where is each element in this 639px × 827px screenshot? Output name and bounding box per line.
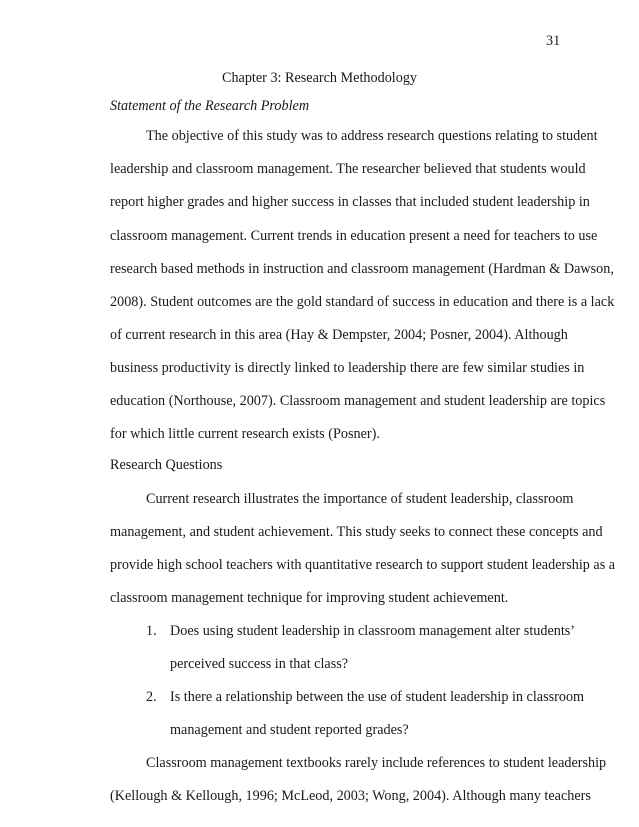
question-text: Is there a relationship between the use of student leadership in classroom: [170, 689, 585, 705]
paragraph-line: for which little current research exists (Posner).: [110, 426, 380, 442]
paragraph-line: leadership and classroom management. The researcher believed that students would: [110, 161, 586, 177]
paragraph-line: Classroom management textbooks rarely include references to student leadership: [146, 755, 607, 771]
paragraph-line: research based methods in instruction and classroom management (Hardman & Dawson,: [110, 261, 614, 277]
paragraph-line: business productivity is directly linked to leadership there are few similar studies in: [110, 360, 585, 376]
question-text: Does using student leadership in classroom management alter students’: [170, 623, 576, 639]
page-number: 31: [546, 33, 561, 49]
question-text: management and student reported grades?: [170, 722, 409, 738]
paragraph-line: classroom management technique for improving student achievement.: [110, 590, 509, 606]
paragraph-line: management, and student achievement. This study seeks to connect these concepts and: [110, 524, 603, 540]
paragraph-line: The objective of this study was to address research questions relating to student: [146, 128, 598, 144]
paragraph-line: Current research illustrates the importance of student leadership, classroom: [146, 491, 574, 507]
paragraph-line: education (Northouse, 2007). Classroom management and student leadership are topics: [110, 393, 606, 409]
paragraph-line: of current research in this area (Hay & Dempster, 2004; Posner, 2004). Although: [110, 327, 568, 343]
paragraph-line: (Kellough & Kellough, 1996; McLeod, 2003; Wong, 2004). Although many teachers: [110, 788, 591, 804]
paragraph-line: report higher grades and higher success in classes that included student leadership in: [110, 194, 590, 210]
paragraph-line: 2008). Student outcomes are the gold standard of success in education and there is a lack: [110, 294, 615, 310]
question-number: 1.: [146, 623, 157, 639]
paragraph-line: classroom management. Current trends in education present a need for teachers to use: [110, 228, 598, 244]
section-heading-problem: Statement of the Research Problem: [110, 98, 310, 114]
question-text: perceived success in that class?: [170, 656, 349, 672]
question-number: 2.: [146, 689, 157, 705]
paragraph-line: provide high school teachers with quantitative research to support student leadership as a: [110, 557, 616, 573]
chapter-title: Chapter 3: Research Methodology: [221, 70, 418, 86]
section-heading-questions: Research Questions: [110, 457, 223, 473]
